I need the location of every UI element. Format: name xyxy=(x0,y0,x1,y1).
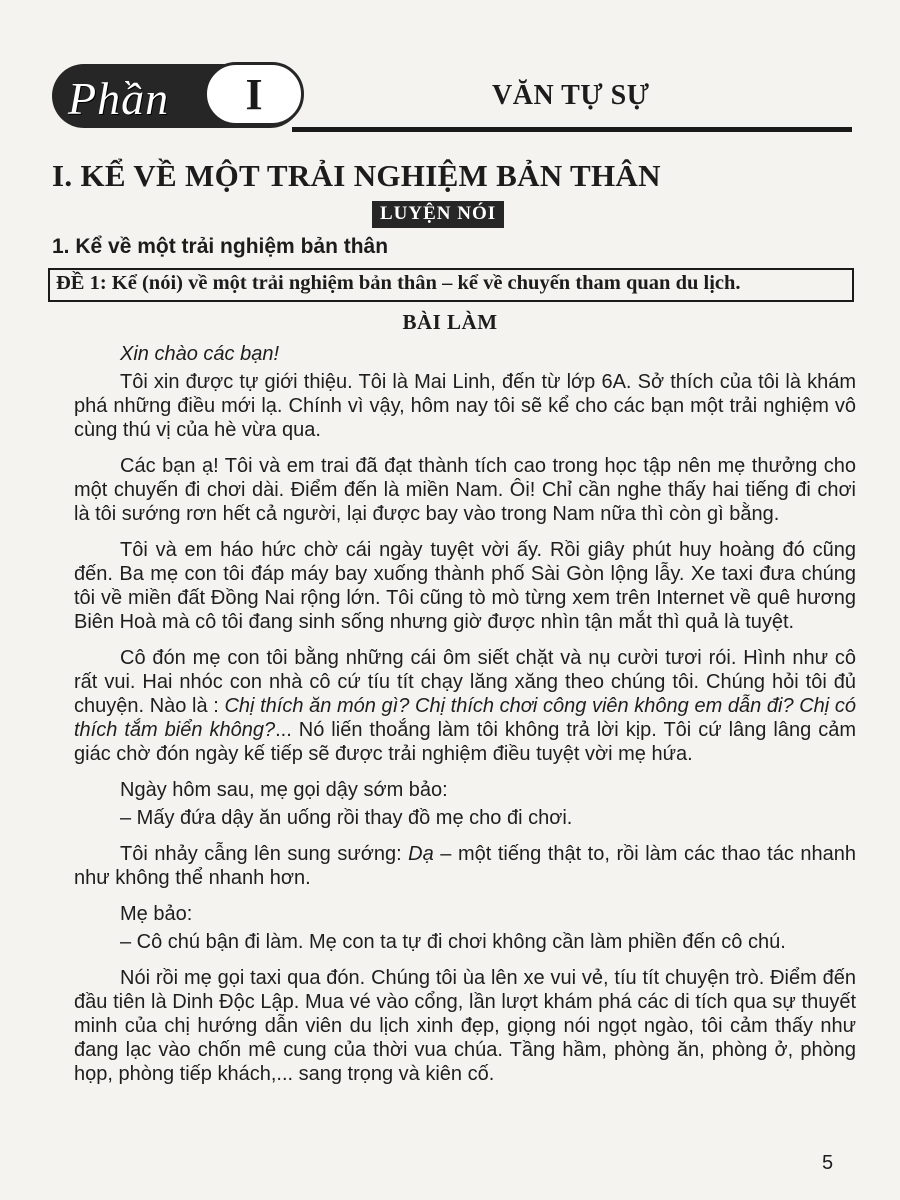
quoted-questions: Chị thích ăn món gì? Chị thích chơi công viên không em dẫn đi? Chị có thích tắm biển không? xyxy=(74,695,856,741)
exercise-prompt: ĐỀ 1: Kể (nói) về một trải nghiệm bản thân – kể về chuyến tham quan du lịch. xyxy=(48,268,854,302)
essay-paragraph: Ngày hôm sau, mẹ gọi dậy sớm bảo: xyxy=(120,779,448,801)
sub-section-title: 1. Kể về một trải nghiệm bản thân xyxy=(52,235,389,258)
paragraph-text: – một tiếng thật to, rồi làm các thao tác nhanh như không thể nhanh hơn. xyxy=(74,843,856,889)
essay-paragraph: Nói rồi mẹ gọi taxi qua đón. Chúng tôi ùa lên xe vui vẻ, tíu tít chuyện trò. Điểm đến đầu tiên là Dinh Độc Lập. Mua vé vào cổng, lần lượt khám phá các di tích qua sự thuyết minh của chị hướng dẫn viên du lịch xinh đẹp, giọng nói ngọt ngào, tôi cảm thấy như đang lạc vào chốn mê cung của thời vua chúa. Tầng hầm, phòng ăn, phòng ở, phòng họp, phòng tiếp khách,... sang trọng và kiên cố. xyxy=(74,967,856,1085)
dialogue-line: – Mấy đứa dậy ăn uống rồi thay đồ mẹ cho đi chơi. xyxy=(120,807,573,829)
part-title: VĂN TỰ SỰ xyxy=(492,80,650,111)
essay-paragraph xyxy=(74,842,856,890)
quoted-reply: Dạ xyxy=(408,843,434,865)
part-header xyxy=(52,60,852,136)
section-badge: LUYỆN NÓI xyxy=(372,201,504,228)
paragraph-text: Tôi nhảy cẫng lên sung sướng: xyxy=(120,843,409,865)
header-divider xyxy=(292,127,852,132)
page-number: 5 xyxy=(822,1152,834,1174)
part-number-badge xyxy=(204,62,304,126)
section-title: I. KỂ VỀ MỘT TRẢI NGHIỆM BẢN THÂN xyxy=(52,158,661,193)
essay-paragraph xyxy=(74,646,856,766)
dialogue-line: – Cô chú bận đi làm. Mẹ con ta tự đi chơi không cần làm phiền đến cô chú. xyxy=(120,931,786,953)
part-label: Phần xyxy=(68,73,170,124)
essay-paragraph: Các bạn ạ! Tôi và em trai đã đạt thành tích cao trong học tập nên mẹ thưởng cho một chuyến đi chơi dài. Điểm đến là miền Nam. Ôi! Chỉ cần nghe thấy hai tiếng đi chơi là tôi sướng rơn hết cả người, lại được bay vào trong Nam nữa thì còn gì bằng. xyxy=(74,455,856,525)
paragraph-text: Cô đón mẹ con tôi bằng những cái ôm siết chặt và nụ cười tươi rói. Hình như cô rất vui. Hai nhóc con nhà cô cứ tíu tít chạy lăng xăng theo chúng tôi. Chúng hỏi tôi đủ chuyện. Nào là : xyxy=(74,647,856,717)
essay-paragraph: Mẹ bảo: xyxy=(120,903,193,925)
paragraph-text: ... Nó liến thoắng làm tôi không trả lời kịp. Tôi cứ lâng lâng cảm giác chờ đón ngày kế tiếp sẽ được trải nghiệm điều tuyệt vời mẹ hứa. xyxy=(74,719,857,765)
essay-greeting: Xin chào các bạn! xyxy=(120,343,279,365)
part-number: I xyxy=(245,69,263,119)
essay-body xyxy=(74,342,856,1086)
essay-paragraph: Tôi xin được tự giới thiệu. Tôi là Mai Linh, đến từ lớp 6A. Sở thích của tôi là khám phá những điều mới lạ. Chính vì vậy, hôm nay tôi sẽ kể cho các bạn một trải nghiệm vô cùng thú vị của hè vừa qua. xyxy=(74,371,856,441)
essay-heading: BÀI LÀM xyxy=(402,310,498,334)
essay-paragraph: Tôi và em háo hức chờ cái ngày tuyệt vời ấy. Rồi giây phút huy hoàng đó cũng đến. Ba mẹ con tôi đáp máy bay xuống thành phố Sài Gòn lộng lẫy. Xe taxi đưa chúng tôi về miền đất Đồng Nai rộng lớn. Tôi cũng tò mò từng xem trên Internet về quê hương Biên Hoà mà cô tôi đang sinh sống nhưng giờ được nhìn tận mắt thì quả là tuyệt. xyxy=(74,539,856,633)
